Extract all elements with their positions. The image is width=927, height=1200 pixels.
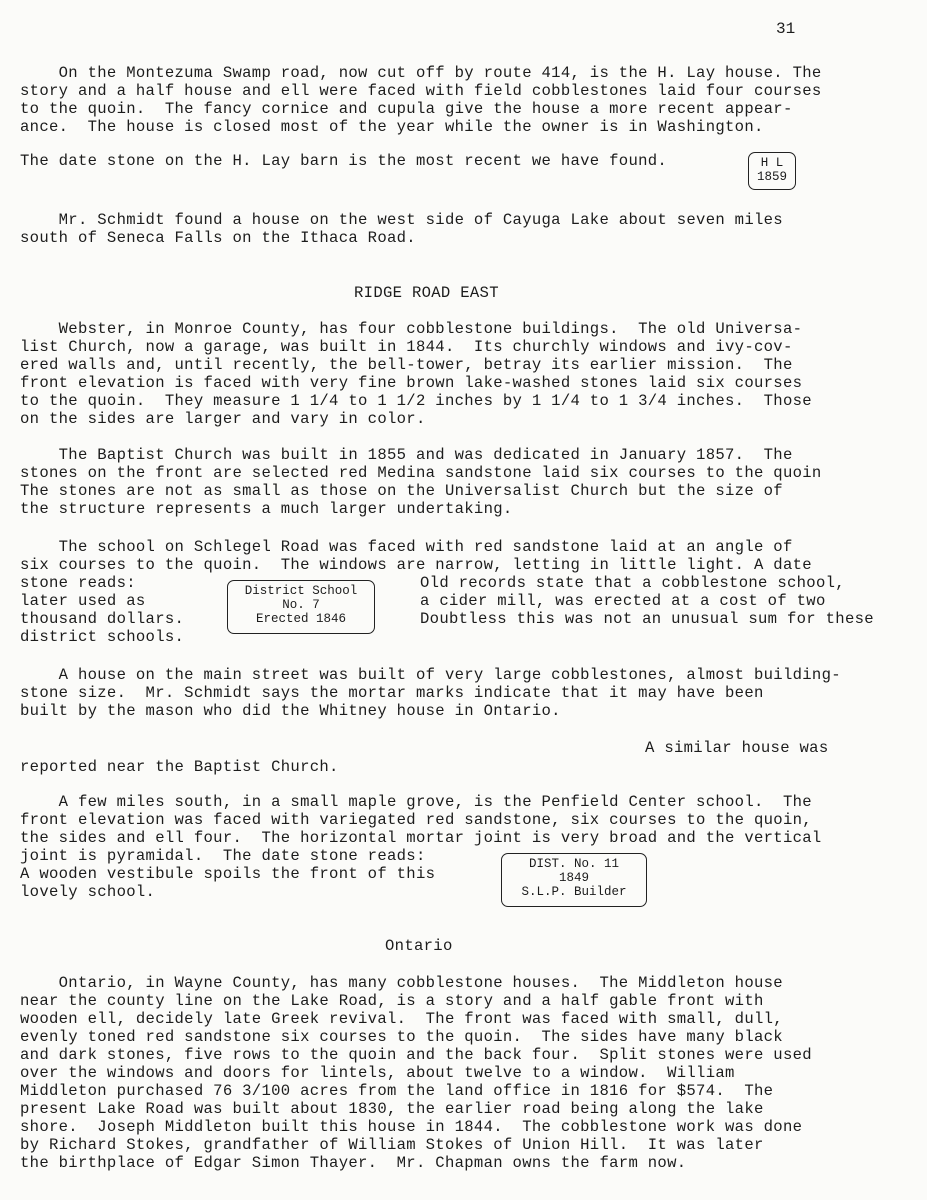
text-line: wooden ell, decidely late Greek revival. The front was faced with small, dull, (20, 1010, 783, 1028)
text-line: over the windows and doors for lintels, about twelve to a window. William (20, 1064, 735, 1082)
text-line: A few miles south, in a small maple grove, is the Penfield Center school. The (20, 793, 812, 811)
text-line: to the quoin. The fancy cornice and cupula give the house a more recent appear- (20, 100, 793, 118)
text-line: thousand dollars. (20, 610, 185, 628)
date-stone-line: S.L.P. Builder (521, 885, 627, 899)
date-stone-line: Erected 1846 (255, 612, 346, 626)
text-line: Webster, in Monroe County, has four cobblestone buildings. The old Universa- (20, 320, 803, 338)
text-line: a cider mill, was erected at a cost of two (420, 592, 826, 610)
text-line: stone size. Mr. Schmidt says the mortar marks indicate that it may have been (20, 684, 764, 702)
date-stone-district-11 (501, 853, 647, 907)
text-line: The stones are not as small as those on the Universalist Church but the size of (20, 482, 783, 500)
date-stone-line: No. 7 (282, 598, 320, 612)
text-line: evenly toned red sandstone six courses to the quoin. The sides have many black (20, 1028, 783, 1046)
text-line: The Baptist Church was built in 1855 and was dedicated in January 1857. The (20, 446, 793, 464)
text-line: and dark stones, five rows to the quoin and the back four. Split stones were used (20, 1046, 812, 1064)
date-stone-line: District School (244, 584, 358, 598)
text-line: ance. The house is closed most of the year while the owner is in Washington. (20, 118, 764, 136)
text-line: A house on the main street was built of very large cobblestones, almost building- (20, 666, 841, 684)
text-line: The date stone on the H. Lay barn is the most recent we have found. (20, 152, 668, 170)
text-line: stones on the front are selected red Medina sandstone laid six courses to the quoin (20, 464, 822, 482)
text-line: the sides and ell four. The horizontal mortar joint is very broad and the vertical (20, 829, 822, 847)
section-heading: RIDGE ROAD EAST (354, 284, 499, 302)
date-stone-line: DIST. No. 11 (528, 857, 619, 871)
text-line: reported near the Baptist Church. (20, 758, 339, 776)
text-line: front elevation is faced with very fine brown lake-washed stones laid six courses (20, 374, 803, 392)
text-line: ered walls and, until recently, the bell-tower, betray its earlier mission. The (20, 356, 793, 374)
text-line: the birthplace of Edgar Simon Thayer. Mr. Chapman owns the farm now. (20, 1154, 687, 1172)
text-line: A wooden vestibule spoils the front of this (20, 865, 436, 883)
text-line: by Richard Stokes, grandfather of William Stokes of Union Hill. It was later (20, 1136, 764, 1154)
text-line: Middleton purchased 76 3/100 acres from the land office in 1816 for $574. The (20, 1082, 774, 1100)
text-line: Ontario, in Wayne County, has many cobblestone houses. The Middleton house (20, 974, 783, 992)
date-stone-hlay (748, 152, 796, 190)
text-line: district schools. (20, 628, 185, 646)
date-stone-district-7 (227, 580, 375, 634)
text-line: Old records state that a cobblestone school, (420, 574, 845, 592)
text-line: six courses to the quoin. The windows are narrow, letting in little light. A date (20, 556, 812, 574)
text-line: joint is pyramidal. The date stone reads: (20, 847, 426, 865)
text-line: near the county line on the Lake Road, is a story and a half gable front with (20, 992, 764, 1010)
text-line: lovely school. (20, 883, 156, 901)
date-stone-line: 1859 (756, 170, 787, 184)
page-number: 31 (776, 20, 796, 38)
text-line: the structure represents a much larger undertaking. (20, 500, 513, 518)
date-stone-line: 1849 (558, 871, 589, 885)
text-line: front elevation was faced with variegated red sandstone, six courses to the quoin, (20, 811, 812, 829)
text-line: stone reads: (20, 574, 136, 592)
text-line: story and a half house and ell were faced with field cobblestones laid four courses (20, 82, 822, 100)
text-line: On the Montezuma Swamp road, now cut off by route 414, is the H. Lay house. The (20, 64, 822, 82)
text-line: built by the mason who did the Whitney house in Ontario. (20, 702, 561, 720)
text-line: Mr. Schmidt found a house on the west side of Cayuga Lake about seven miles (20, 211, 783, 229)
text-line: Doubtless this was not an unusual sum for these (420, 610, 874, 628)
text-line: south of Seneca Falls on the Ithaca Road. (20, 229, 416, 247)
text-line: present Lake Road was built about 1830, the earlier road being along the lake (20, 1100, 764, 1118)
date-stone-line: H L (760, 156, 784, 170)
text-line: later used as (20, 592, 146, 610)
text-line: on the sides are larger and vary in color. (20, 410, 426, 428)
text-line: The school on Schlegel Road was faced with red sandstone laid at an angle of (20, 538, 793, 556)
text-line: shore. Joseph Middleton built this house in 1844. The cobblestone work was done (20, 1118, 803, 1136)
text-line: list Church, now a garage, was built in 1844. Its churchly windows and ivy-cov- (20, 338, 793, 356)
section-heading: Ontario (385, 937, 453, 955)
text-line: to the quoin. They measure 1 1/4 to 1 1/2 inches by 1 1/4 to 1 3/4 inches. Those (20, 392, 812, 410)
text-line: A similar house was (645, 739, 829, 757)
